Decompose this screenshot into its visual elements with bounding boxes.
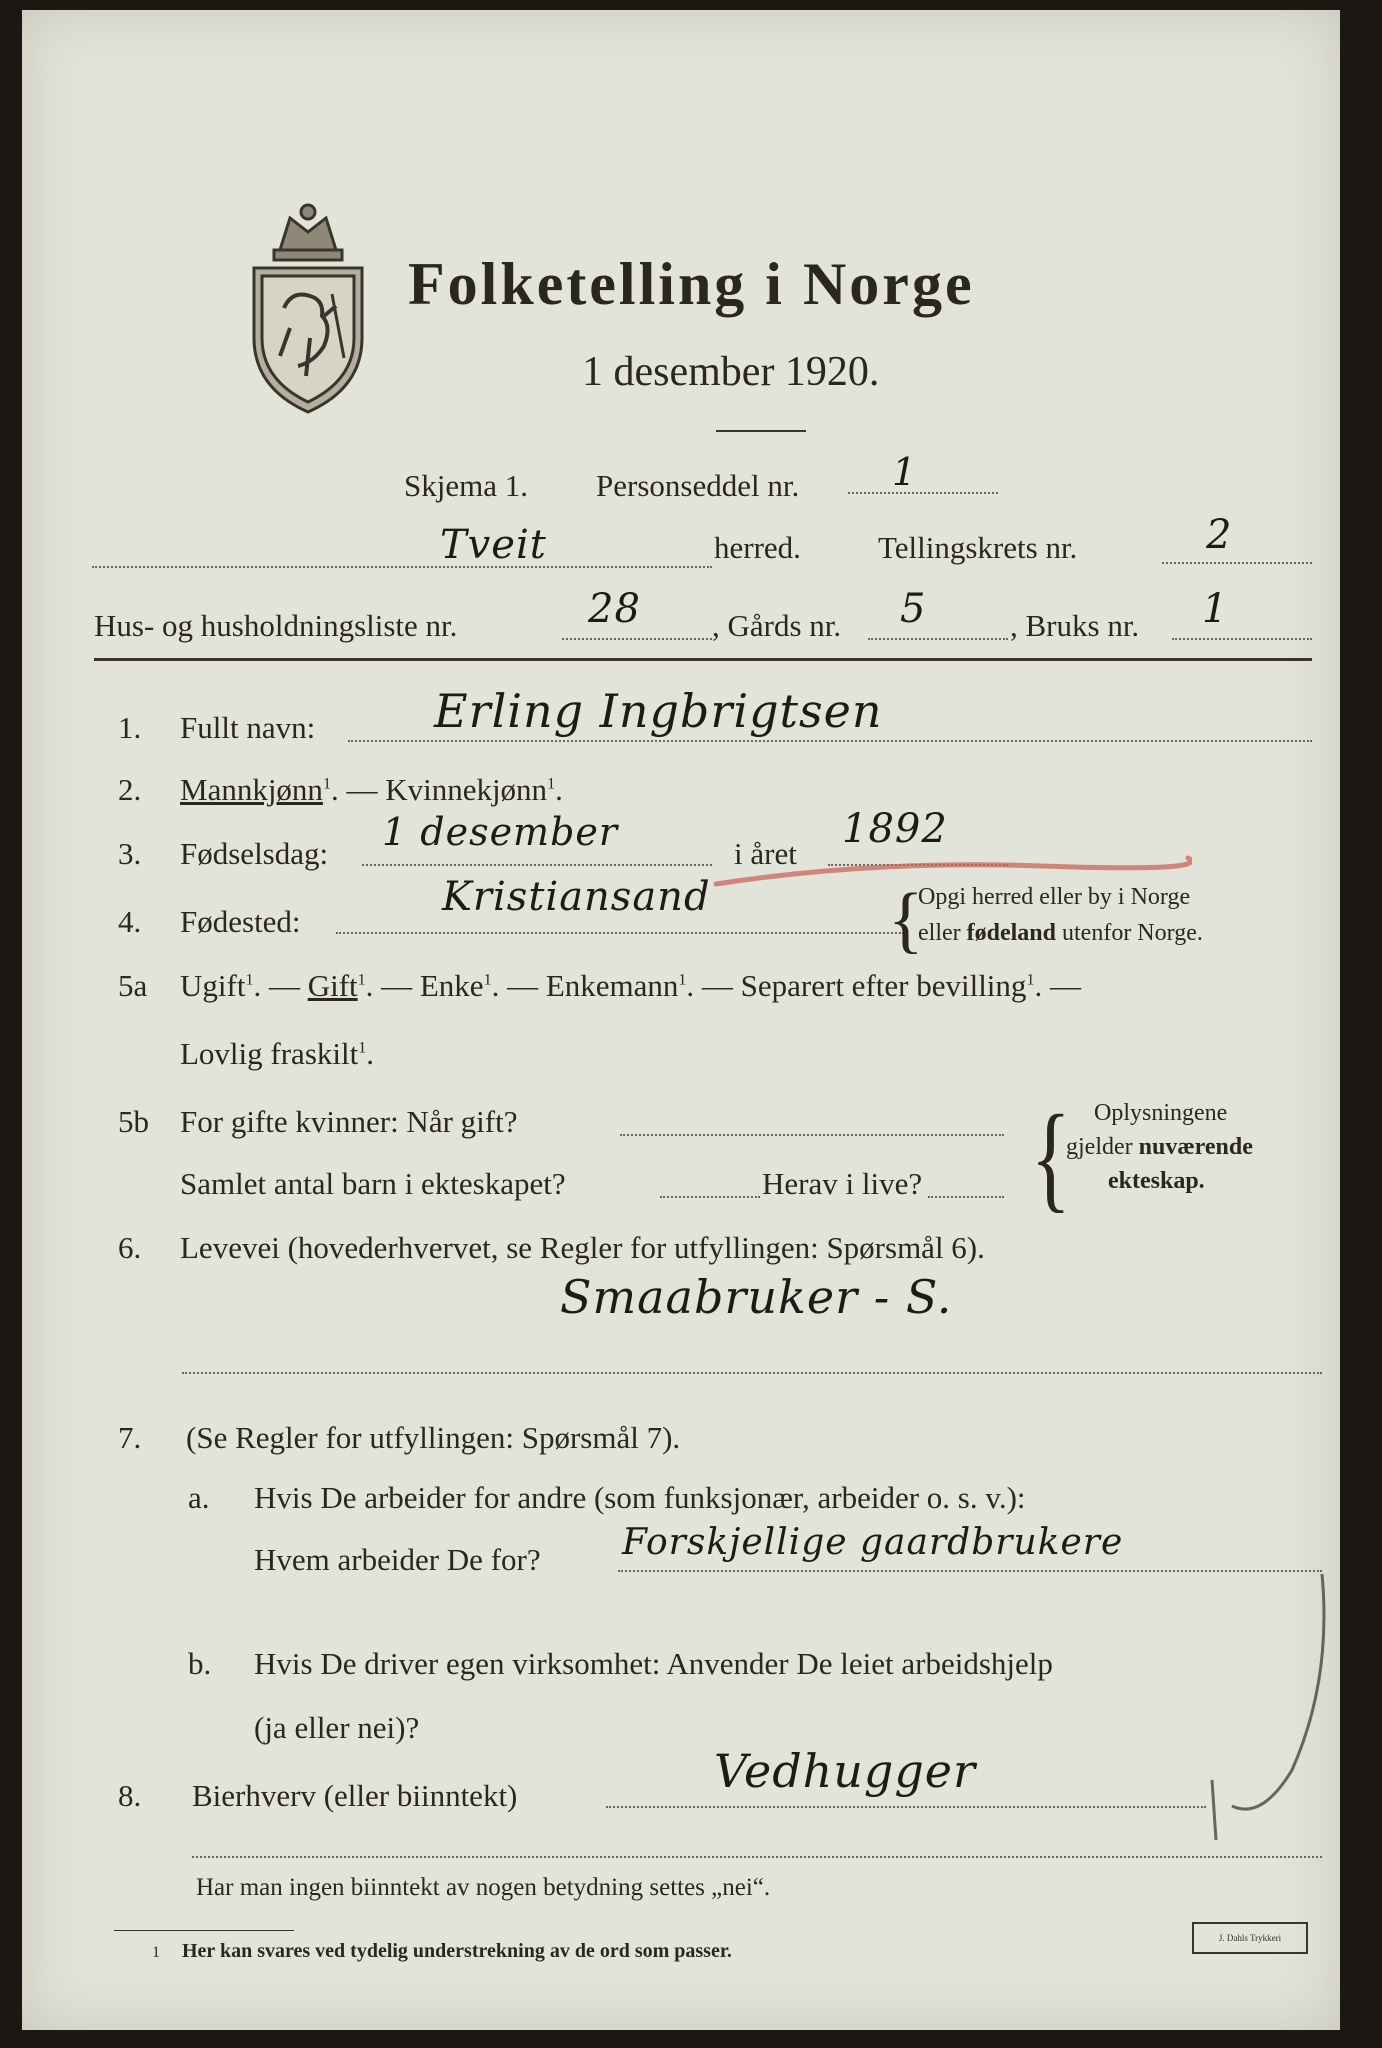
tellingskrets-number: 2 xyxy=(1206,512,1233,558)
q4-number: 4. xyxy=(118,904,142,939)
q7b-line1: Hvis De driver egen virksomhet: Anvender De leiet arbeidshjelp xyxy=(254,1646,1053,1681)
q5b-number: 5b xyxy=(118,1104,149,1139)
q1-field-line xyxy=(348,740,1312,742)
q5a-sup-1: 1 xyxy=(245,971,254,989)
footnote-text: Her kan svares ved tydelig understrekning av de ord som passer. xyxy=(182,1940,732,1962)
q6-field-line xyxy=(182,1372,1322,1374)
q4-brace: { xyxy=(888,879,924,961)
q8-second-field-line xyxy=(192,1856,1322,1858)
q7a-line1: Hvis De arbeider for andre (som funksjonær, arbeider o. s. v.): xyxy=(254,1480,1026,1515)
q5a-sup-3: 1 xyxy=(483,971,492,989)
coat-of-arms-icon xyxy=(240,198,376,418)
q5b-note-line1: Oplysningene xyxy=(1094,1100,1228,1126)
q5b-line1: For gifte kvinner: Når gift? xyxy=(180,1104,518,1139)
q5b-barn-field-line xyxy=(660,1196,760,1198)
q5a-sup-4: 1 xyxy=(678,971,687,989)
q6-label: Levevei (hovederhvervet, se Regler for utfyllingen: Spørsmål 6). xyxy=(180,1230,985,1265)
q7a-letter: a. xyxy=(188,1480,210,1515)
q5a-ugift: Ugift xyxy=(180,968,246,1003)
q5b-line2b: Herav i live? xyxy=(762,1166,923,1201)
q5a-number: 5a xyxy=(118,968,148,1003)
footnote-divider xyxy=(114,1930,294,1931)
personseddel-field-line xyxy=(848,492,998,494)
q3-label: Fødselsdag: xyxy=(180,836,329,871)
q4-note-fodeland: fødeland xyxy=(966,920,1056,946)
q5b-note-nuvaerende: nuværende xyxy=(1138,1134,1253,1160)
q1-number: 1. xyxy=(118,710,142,745)
q5b-herav-field-line xyxy=(928,1196,1004,1198)
q8-number: 8. xyxy=(118,1778,142,1813)
pencil-check-mark xyxy=(1142,1570,1342,1850)
q5a-gift: Gift xyxy=(307,968,358,1003)
gards-number: 5 xyxy=(900,586,927,632)
q3-year-value: 1892 xyxy=(842,806,948,852)
q2-number: 2. xyxy=(118,772,142,807)
q2-mannkjonn: Mannkjønn xyxy=(180,772,323,807)
q2-footnote-mark-1: 1 xyxy=(322,775,331,793)
q5a-enke: . — Enke xyxy=(365,968,484,1003)
husholdningsliste-number: 28 xyxy=(588,586,641,632)
q5b-note-line3: ekteskap. xyxy=(1108,1168,1205,1194)
q4-label: Fødested: xyxy=(180,904,301,939)
q5b-note-gjelder: gjelder xyxy=(1066,1134,1133,1160)
herred-value: Tveit xyxy=(440,522,547,568)
q7b-letter: b. xyxy=(188,1646,212,1681)
bruks-label: , Bruks nr. xyxy=(1010,608,1140,643)
q3-birthday-value: 1 desember xyxy=(382,810,619,854)
husholdningsliste-field-line xyxy=(562,638,712,640)
q7a-line2: Hvem arbeider De for? xyxy=(254,1542,541,1577)
husholdningsliste-label: Hus- og husholdningsliste nr. xyxy=(94,608,458,643)
header-divider xyxy=(94,658,1312,661)
q4-birthplace-value: Kristiansand xyxy=(442,874,711,920)
footnote-number: 1 xyxy=(152,1944,160,1961)
q5b-brace: { xyxy=(1030,1090,1071,1223)
q4-field-line xyxy=(336,932,904,934)
tellingskrets-field-line xyxy=(1162,562,1312,564)
q2-kvinnekjonn: Kvinnekjønn xyxy=(385,772,548,807)
herred-field-line xyxy=(92,566,712,568)
q5a-sup-6: 1 xyxy=(358,1039,367,1057)
q7a-employer-value: Forskjellige gaardbrukere xyxy=(622,1522,1124,1563)
bruks-field-line xyxy=(1172,638,1312,640)
bruks-number: 1 xyxy=(1202,586,1229,632)
census-date: 1 desember 1920. xyxy=(582,349,880,395)
q8-side-occupation-value: Vedhugger xyxy=(714,1744,977,1798)
skjema-label: Skjema 1. xyxy=(404,468,528,503)
gards-field-line xyxy=(868,638,1008,640)
q5a-line2-end: . xyxy=(366,1036,374,1071)
herred-label: herred. xyxy=(714,530,801,565)
q7-number: 7. xyxy=(118,1420,142,1455)
q2-separator: . — xyxy=(330,772,386,807)
q1-full-name-value: Erling Ingbrigtsen xyxy=(434,684,883,738)
q5b-nar-gift-field-line xyxy=(620,1134,1004,1136)
q5a-enkemann: . — Enkemann xyxy=(491,968,679,1003)
personseddel-number: 1 xyxy=(892,450,918,494)
q2-end: . xyxy=(555,772,563,807)
q4-note-line1: Opgi herred eller by i Norge xyxy=(918,884,1191,910)
q6-number: 6. xyxy=(118,1230,142,1265)
personseddel-label: Personseddel nr. xyxy=(596,468,800,503)
q5a-sep-1: . — xyxy=(253,968,308,1003)
q5a-fraskilt: Lovlig fraskilt xyxy=(180,1036,359,1071)
census-form-page xyxy=(22,10,1340,2030)
q7b-line2: (ja eller nei)? xyxy=(254,1710,420,1745)
printer-stamp: J. Dahls Trykkeri xyxy=(1192,1922,1308,1954)
q2-footnote-mark-2: 1 xyxy=(547,775,556,793)
q4-note-end: utenfor Norge. xyxy=(1062,920,1203,946)
q8-label: Bierhverv (eller biinntekt) xyxy=(192,1778,518,1813)
q6-occupation-value: Smaabruker - S. xyxy=(560,1270,953,1324)
q5a-sup-5: 1 xyxy=(1026,971,1035,989)
q4-note-eller: eller xyxy=(918,920,961,946)
tellingskrets-label: Tellingskrets nr. xyxy=(878,530,1078,565)
q5b-note-line2 xyxy=(1066,1134,1253,1161)
gards-label: , Gårds nr. xyxy=(712,608,842,643)
q5a-sup-2: 1 xyxy=(357,971,366,989)
form-title: Folketelling i Norge xyxy=(408,251,975,317)
q3-year-label: i året xyxy=(734,836,797,871)
q1-label: Fullt navn: xyxy=(180,710,316,745)
q5b-line2: Samlet antal barn i ekteskapet? xyxy=(180,1166,566,1201)
q5a-options xyxy=(180,968,1081,1004)
q5a-end: . — xyxy=(1034,968,1081,1003)
q3-number: 3. xyxy=(118,836,142,871)
q5a-separert: . — Separert efter bevilling xyxy=(686,968,1027,1003)
q2-options xyxy=(180,772,563,808)
footer-note: Har man ingen biinntekt av nogen betydning settes „nei“. xyxy=(196,1874,771,1901)
q7-label: (Se Regler for utfyllingen: Spørsmål 7). xyxy=(186,1420,681,1455)
q5a-line2 xyxy=(180,1036,374,1072)
title-divider xyxy=(716,430,806,432)
q4-note-line2 xyxy=(918,920,1203,947)
q3-day-field-line xyxy=(362,864,712,866)
q8-field-line xyxy=(606,1806,1206,1808)
